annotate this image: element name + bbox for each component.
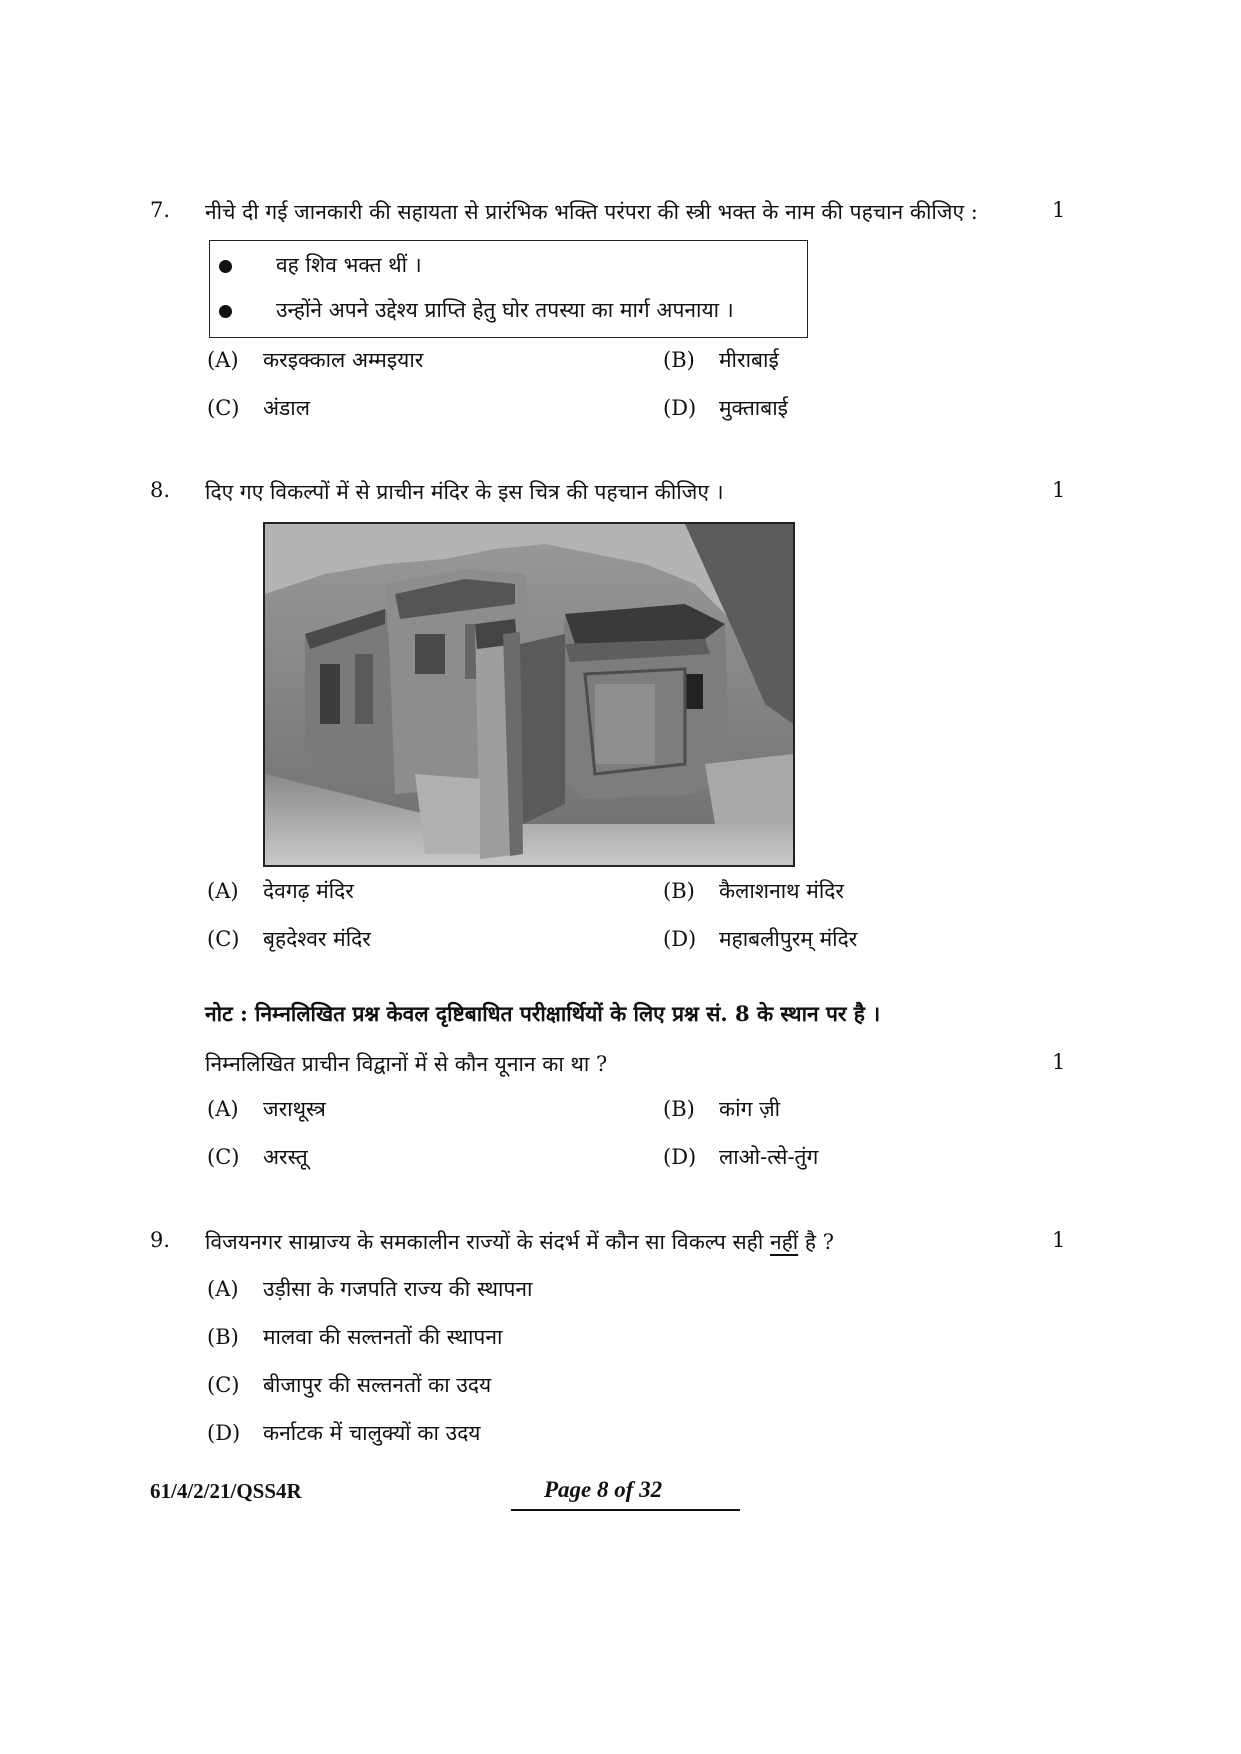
q9-option-b: (B) मालवा की सल्तनतों की स्थापना bbox=[207, 1325, 503, 1349]
q7-question-text: नीचे दी गई जानकारी की सहायता से प्रारंभिक भक्ति परंपरा की स्त्री भक्त के नाम की पहचान कीजिए : bbox=[205, 200, 978, 224]
q8-option-c: (C) बृहदेश्वर मंदिर bbox=[207, 927, 371, 951]
q8-question-text: दिए गए विकल्पों में से प्राचीन मंदिर के इस चित्र की पहचान कीजिए । bbox=[205, 480, 724, 504]
footer-rule bbox=[511, 1509, 740, 1511]
q8-option-a: (A) देवगढ़ मंदिर bbox=[207, 879, 354, 903]
note-option-c: (C) अरस्तू bbox=[207, 1145, 308, 1169]
q7-clue-2: उन्होंने अपने उद्देश्य प्राप्ति हेतु घोर तपस्या का मार्ग अपनाया । bbox=[276, 298, 734, 322]
q7-option-d: (D) मुक्ताबाई bbox=[663, 396, 788, 420]
paper-code: 61/4/2/21/QSS4R bbox=[150, 1479, 302, 1503]
q9-question-text: विजयनगर साम्राज्य के समकालीन राज्यों के संदर्भ में कौन सा विकल्प सही नहीं है ? bbox=[205, 1230, 834, 1254]
note-option-b: (B) कांग ज़ी bbox=[663, 1097, 781, 1121]
q7-option-b: (B) मीराबाई bbox=[663, 348, 779, 372]
bullet-icon bbox=[219, 260, 232, 273]
q9-option-d: (D) कर्नाटक में चालुक्यों का उदय bbox=[207, 1421, 481, 1445]
q7-marks: 1 bbox=[1052, 198, 1066, 222]
q7-clue-1: वह शिव भक्त थीं । bbox=[276, 253, 422, 277]
note-option-d: (D) लाओ-त्से-तुंग bbox=[663, 1145, 819, 1169]
q7-number: 7. bbox=[150, 198, 171, 222]
page-number: Page 8 of 32 bbox=[544, 1477, 663, 1502]
q9-marks: 1 bbox=[1052, 1228, 1066, 1252]
q7-option-a: (A) करइक्काल अम्मइयार bbox=[207, 348, 424, 372]
bullet-icon bbox=[219, 305, 232, 318]
note-question-text: निम्नलिखित प्राचीन विद्वानों में से कौन यूनान का था ? bbox=[205, 1052, 608, 1076]
note-text: नोट : निम्नलिखित प्रश्न केवल दृष्टिबाधित परीक्षार्थियों के लिए प्रश्न सं. 8 के स्थान पर है । bbox=[205, 1001, 881, 1026]
q7-option-c: (C) अंडाल bbox=[207, 396, 310, 420]
temple-photo bbox=[263, 522, 795, 867]
q8-option-b: (B) कैलाशनाथ मंदिर bbox=[663, 879, 845, 903]
q9-option-a: (A) उड़ीसा के गजपति राज्य की स्थापना bbox=[207, 1277, 533, 1301]
q8-option-d: (D) महाबलीपुरम् मंदिर bbox=[663, 927, 858, 951]
note-question-marks: 1 bbox=[1052, 1050, 1066, 1074]
q8-number: 8. bbox=[150, 478, 171, 502]
q9-option-c: (C) बीजापुर की सल्तनतों का उदय bbox=[207, 1373, 492, 1397]
note-option-a: (A) जराथूस्त्र bbox=[207, 1097, 326, 1121]
q8-marks: 1 bbox=[1052, 478, 1066, 502]
q9-number: 9. bbox=[150, 1228, 171, 1252]
